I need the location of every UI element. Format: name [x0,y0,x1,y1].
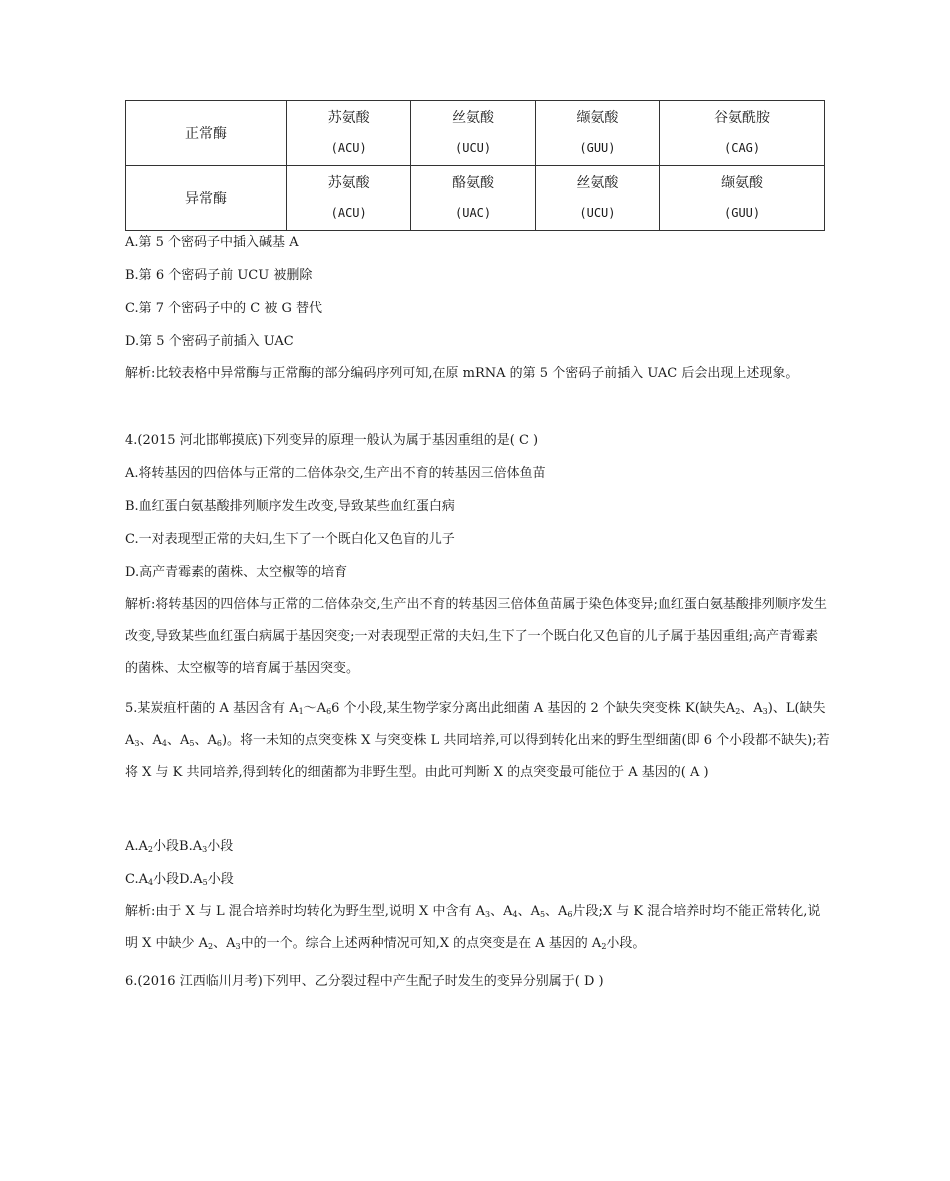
q5-stem [125,693,830,789]
subscript: 5 [539,910,546,919]
q4-option-b: B.血红蛋白氨基酸排列顺序发生改变,导致某些血红蛋白病 [125,499,455,514]
amino-acid: 丝氨酸 [452,110,495,126]
q3-analysis: 解析:比较表格中异常酶与正常酶的部分编码序列可知,在原 mRNA 的第 5 个密码子前插入 UAC 后会出现上述现象。 [125,366,799,381]
q3-option-a: A.第 5 个密码子中插入碱基 A [125,235,299,250]
table-cell [287,166,411,231]
q6-stem: 6.(2016 江西临川月考)下列甲、乙分裂过程中产生配子时发生的变异分别属于( D ) [125,974,604,989]
q5-stem-text: ～A [303,701,327,716]
codon: (GUU) [724,206,761,220]
table-cell [411,166,535,231]
analysis-text: 中的一个。综合上述两种情况可知,X 的点突变是在 A 基因的 A [240,936,602,951]
q5-stem-text: )。将一未知的点突变株 X 与突变株 L 共同培养,可以得到转化出来的野生型细菌(即 6 个小段都不缺失);若将 X 与 K 共同培养,得到转化的细菌都为非野生型。由此可判断 X 的点突变最可能位于 A 基因的( A ) [125,733,830,780]
option-text: 小段D.A [153,872,203,887]
q5-stem-text: 6 个小段,某生物学家分离出此细菌 A 基因的 2 个缺失突变株 K(缺失 [331,701,726,716]
q5-stem-text: 、A [740,701,763,716]
subscript: 6 [567,910,573,919]
amino-acid: 缬氨酸 [576,110,619,126]
amino-acid: 苏氨酸 [327,110,370,126]
q4-analysis: 解析:将转基因的四倍体与正常的二倍体杂交,生产出不育的转基因三倍体鱼苗属于染色体变异;血红蛋白氨基酸排列顺序发生改变,导致某些血红蛋白病属于基因突变;一对表现型正常的夫妇,生下了一个既白化又色盲的儿子属于基因重组;高产青霉素的菌株、太空椒等的培育属于基因突变。 [125,597,827,676]
row-label: 正常酶 [126,101,287,166]
subscript: 2 [735,707,741,716]
table-cell [535,101,659,166]
codon: (CAG) [724,141,761,155]
table-cell [660,101,825,166]
q4-option-d: D.高产青霉素的菌株、太空椒等的培育 [125,565,348,580]
table-cell [411,101,535,166]
q5-options-ab [125,838,830,856]
table-row [126,101,825,166]
q5-stem-text: 、A [166,733,190,748]
q5-stem-text: 、A [139,733,162,748]
subscript: 3 [235,942,241,951]
subscript: 4 [161,739,167,748]
analysis-text: 解析:由于 X 与 L 混合培养时均转化为野生型,说明 X 中含有 A [125,904,485,919]
row-label: 异常酶 [126,166,287,231]
subscript: 4 [148,878,154,887]
q5-stem-text: A [725,701,736,716]
subscript: 5 [189,739,195,748]
subscript: 3 [484,910,491,919]
codon: (UCU) [579,206,616,220]
amino-acid: 丝氨酸 [576,175,619,191]
subscript: 2 [147,845,154,854]
analysis-text: 小段。 [606,936,646,951]
amino-acid: 缬氨酸 [721,175,764,191]
option-text: 小段 [207,839,234,854]
option-text: 小段B.A [153,839,203,854]
codon: (ACU) [330,206,367,220]
option-text: 小段 [207,872,234,887]
table-cell [535,166,659,231]
enzyme-codon-table [125,100,825,231]
table-cell [660,166,825,231]
table-row [126,166,825,231]
q5-stem-text: )、L(缺失 A [125,701,826,748]
table-cell [287,101,411,166]
q5-analysis [125,896,830,960]
q3-option-d: D.第 5 个密码子前插入 UAC [125,334,294,349]
subscript: 2 [208,942,214,951]
q5-options-cd [125,871,830,889]
subscript: 3 [202,845,208,854]
subscript: 2 [601,942,607,951]
q5-stem-text: 、A [194,733,217,748]
subscript: 6 [216,739,222,748]
amino-acid: 酪氨酸 [452,175,495,191]
analysis-text: 、A [545,904,568,919]
amino-acid: 谷氨酰胺 [714,110,771,126]
subscript: 4 [512,910,518,919]
analysis-text: 片段;X 与 K 混合培养时均不能正常转化,说明 X 中缺少 A [125,904,821,951]
option-text: A.A [125,839,148,854]
analysis-text: 、A [213,936,236,951]
codon: (ACU) [330,141,367,155]
amino-acid: 苏氨酸 [327,175,370,191]
q3-option-c: C.第 7 个密码子中的 C 被 G 替代 [125,301,323,316]
subscript: 6 [326,707,332,716]
codon: (GUU) [579,141,616,155]
q4-stem: 4.(2015 河北邯郸摸底)下列变异的原理一般认为属于基因重组的是( C ) [125,433,539,448]
codon: (UCU) [455,141,492,155]
q3-option-b: B.第 6 个密码子前 UCU 被删除 [125,268,313,283]
subscript: 5 [202,878,208,887]
subscript: 3 [134,739,140,748]
subscript: 3 [762,707,768,716]
analysis-text: 、A [517,904,540,919]
q4-option-c: C.一对表现型正常的夫妇,生下了一个既白化又色盲的儿子 [125,532,455,547]
analysis-text: 、A [490,904,513,919]
q4-option-a: A.将转基因的四倍体与正常的二倍体杂交,生产出不育的转基因三倍体鱼苗 [125,466,546,481]
q5-stem-text: 5.某炭疽杆菌的 A 基因含有 A [125,701,299,716]
codon: (UAC) [455,206,492,220]
option-text: C.A [125,872,149,887]
subscript: 1 [298,707,304,716]
